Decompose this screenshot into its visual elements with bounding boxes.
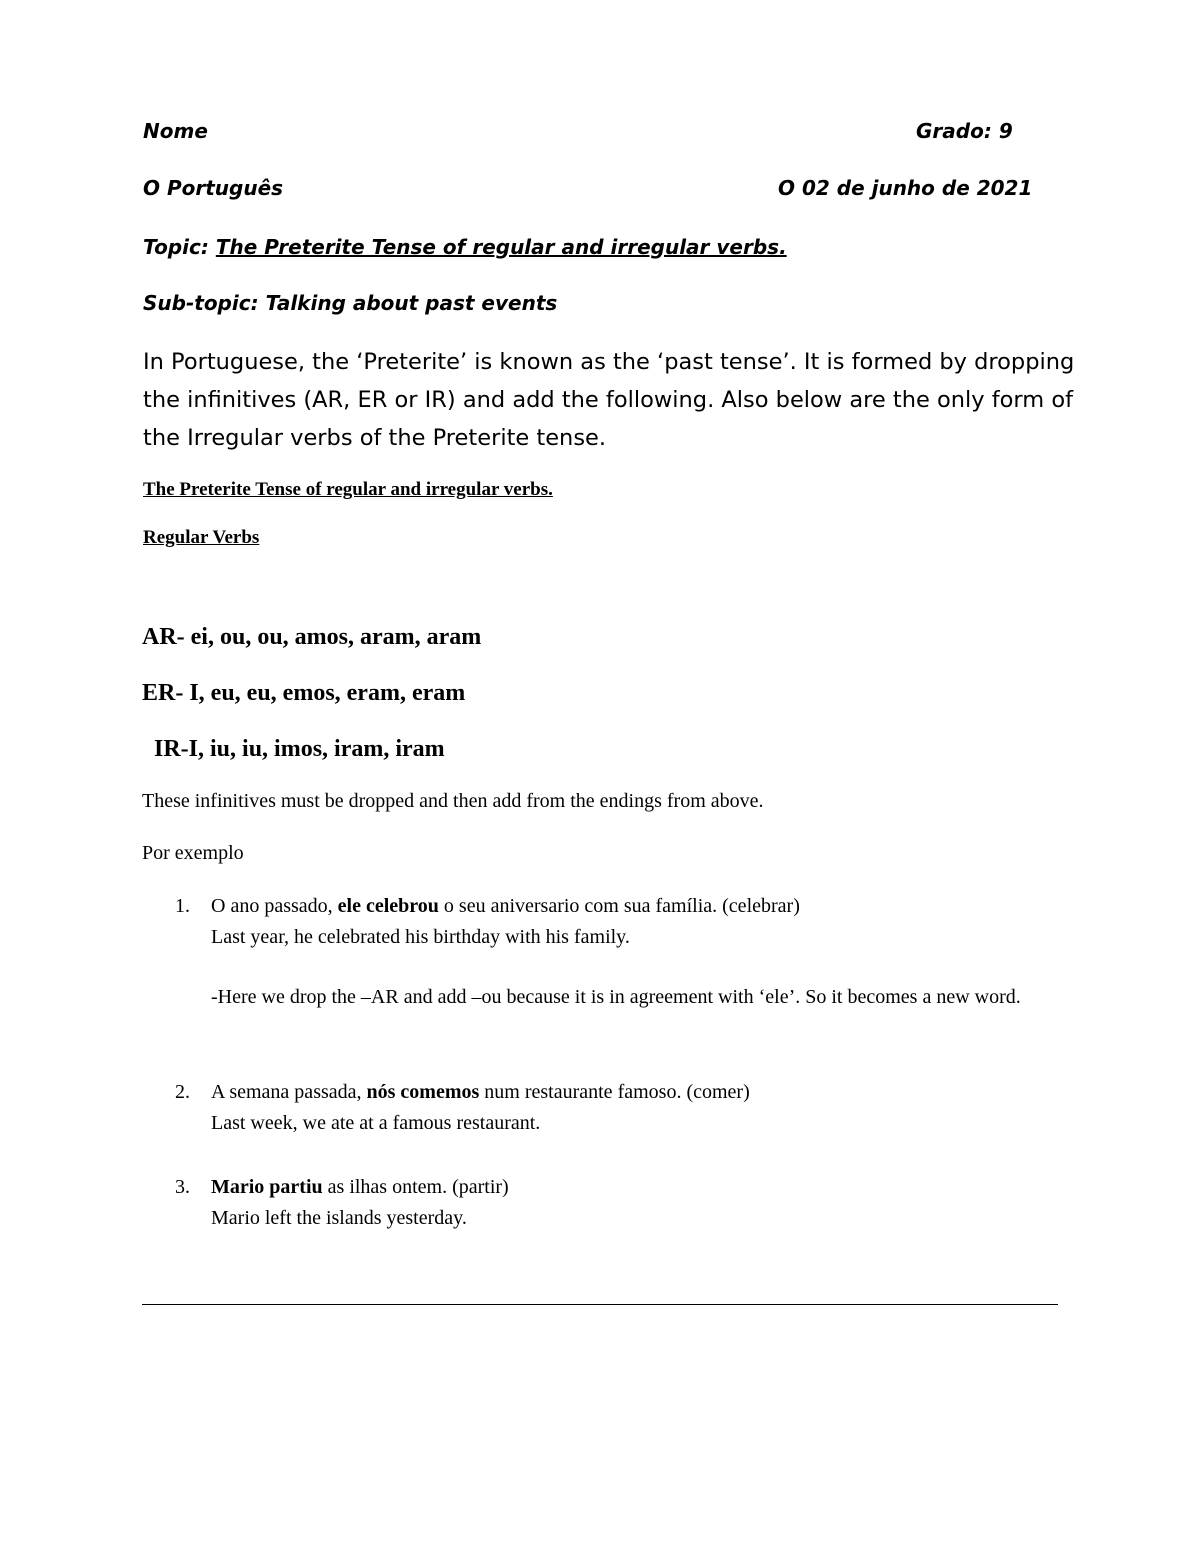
example-translation: Last week, we ate at a famous restaurant. xyxy=(211,1112,541,1134)
subtopic-label: Sub-topic xyxy=(143,291,251,315)
subsection-title: Regular Verbs xyxy=(143,527,260,548)
horizontal-divider xyxy=(142,1304,1058,1305)
sentence-end: o seu aniversario com sua família. (celebrar) xyxy=(438,895,800,917)
date-label: O 02 de junho de 2021 xyxy=(778,176,1033,200)
subject-label: O Português xyxy=(143,176,284,200)
sentence-start: O ano passado, xyxy=(211,895,338,917)
list-number: 1. xyxy=(175,895,190,917)
subtopic-value: Talking about past events xyxy=(265,291,558,315)
subtopic-line xyxy=(143,291,557,315)
er-endings: ER- I, eu, eu, emos, eram, eram xyxy=(142,680,466,706)
ar-endings: AR- ei, ou, ou, amos, aram, aram xyxy=(142,624,482,650)
section-title: The Preterite Tense of regular and irregular verbs. xyxy=(143,479,553,500)
subtopic-separator: : xyxy=(250,291,259,315)
example-translation: Last year, he celebrated his birthday with his family. xyxy=(211,926,630,948)
topic-value: The Preterite Tense of regular and irregular verbs. xyxy=(215,235,787,259)
example-sentence xyxy=(211,1077,1071,1108)
grade-separator: : xyxy=(983,119,992,143)
highlighted-verb: Mario partiu xyxy=(211,1176,323,1198)
list-number: 2. xyxy=(175,1081,190,1103)
note-text: These infinitives must be dropped and then add from the endings from above. xyxy=(142,790,764,812)
highlighted-verb: ele celebrou xyxy=(337,895,439,917)
example-explanation: -Here we drop the –AR and add –ou because it is in agreement with ‘ele’. So it becomes a new word. xyxy=(211,986,1021,1008)
grade-value: 9 xyxy=(998,119,1013,143)
topic-separator: : xyxy=(200,235,209,259)
sentence-start: A semana passada, xyxy=(211,1081,367,1103)
example-sentence xyxy=(211,891,1071,922)
grade-label: Grado xyxy=(916,119,984,143)
highlighted-verb: nós comemos xyxy=(366,1081,480,1103)
sentence-end: num restaurante famoso. (comer) xyxy=(479,1081,750,1103)
example-label: Por exemplo xyxy=(142,842,244,864)
name-label: Nome xyxy=(143,119,208,143)
grade-field xyxy=(916,119,1013,143)
intro-paragraph: In Portuguese, the ‘Preterite’ is known as the ‘past tense’. It is formed by dropping the infinitives (AR, ER or IR) and add the following. Also below are the only form of the Irregular verbs of the Preterite tense. xyxy=(143,349,1075,451)
example-translation: Mario left the islands yesterday. xyxy=(211,1207,467,1229)
example-sentence xyxy=(211,1172,1071,1203)
list-number: 3. xyxy=(175,1176,190,1198)
topic-label: Topic xyxy=(143,235,201,259)
sentence-end: as ilhas ontem. (partir) xyxy=(322,1176,509,1198)
topic-line xyxy=(143,235,787,259)
ir-endings: IR-I, iu, iu, imos, iram, iram xyxy=(154,736,445,762)
